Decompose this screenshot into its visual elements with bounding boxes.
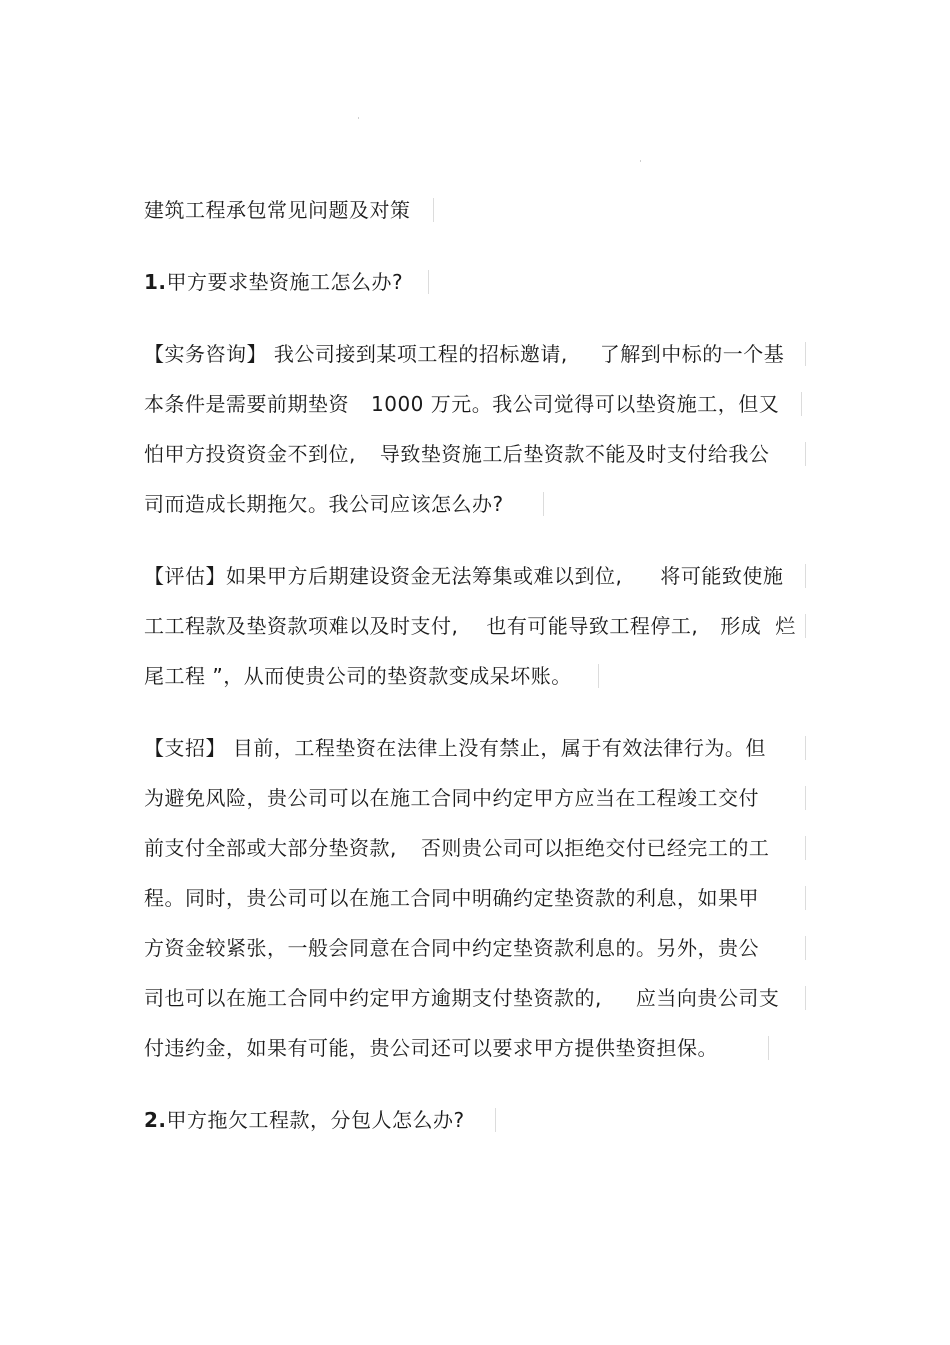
consult-text: 导致垫资施工后垫资款不能及时支付给我公 xyxy=(379,442,770,466)
advice-text: 应当向贵公司支 xyxy=(635,986,780,1010)
document-title xyxy=(144,198,434,222)
assess-text: 也有可能导致工程停工, xyxy=(486,614,699,638)
advice-line-6 xyxy=(144,986,806,1010)
question-2-heading xyxy=(144,1108,496,1132)
document-title-text: 建筑工程承包常见问题及对策 xyxy=(144,198,411,222)
assess-line-1 xyxy=(144,564,806,588)
consult-text: 怕甲方投资资金不到位, xyxy=(144,442,356,466)
consult-text: 1000 万元。我公司觉得可以垫资施工，但又 xyxy=(371,392,780,416)
assess-text: 工工程款及垫资款项难以及时支付, xyxy=(144,614,459,638)
advice-text: 【支招】 目前，工程垫资在法律上没有禁止，属于有效法律行为。但 xyxy=(144,736,766,760)
advice-line-5 xyxy=(144,936,806,960)
assess-line-2 xyxy=(144,614,806,638)
advice-text: 否则贵公司可以拒绝交付已经完工的工 xyxy=(420,836,770,860)
consult-line-4 xyxy=(144,492,544,516)
consult-text: 本条件是需要前期垫资 xyxy=(144,392,349,416)
assess-text: 【评估】如果甲方后期建设资金无法筹集或难以到位, xyxy=(144,564,623,588)
advice-line-3 xyxy=(144,836,806,860)
consult-line-1 xyxy=(144,342,806,366)
scan-artifact xyxy=(640,160,641,162)
advice-text: 司也可以在施工合同中约定甲方逾期支付垫资款的, xyxy=(144,986,602,1010)
question-1-number: 1. xyxy=(144,270,167,294)
assess-text: 形成 xyxy=(720,614,762,638)
advice-text: 前支付全部或大部分垫资款, xyxy=(144,836,397,860)
question-1-heading xyxy=(144,270,429,294)
assess-text: 将可能致使施 xyxy=(660,564,784,588)
consult-line-2 xyxy=(144,392,802,416)
scan-artifact xyxy=(358,117,359,119)
consult-text: 【实务咨询】 我公司接到某项工程的招标邀请, xyxy=(144,342,568,366)
consult-text: 司而造成长期拖欠。我公司应该怎么办? xyxy=(144,492,504,516)
consult-line-3 xyxy=(144,442,806,466)
advice-line-4 xyxy=(144,886,806,910)
assess-text: 尾工程 ”，从而使贵公司的垫资款变成呆坏账。 xyxy=(144,664,572,688)
advice-line-1 xyxy=(144,736,806,760)
advice-line-2 xyxy=(144,786,806,810)
advice-text: 为避免风险，贵公司可以在施工合同中约定甲方应当在工程竣工交付 xyxy=(144,786,759,810)
advice-line-7 xyxy=(144,1036,769,1060)
advice-text: 付违约金，如果有可能，贵公司还可以要求甲方提供垫资担保。 xyxy=(144,1036,718,1060)
question-2-number: 2. xyxy=(144,1108,167,1132)
advice-text: 程。同时，贵公司可以在施工合同中明确约定垫资款的利息，如果甲 xyxy=(144,886,759,910)
assess-line-3 xyxy=(144,664,599,688)
consult-text: 了解到中标的一个基 xyxy=(599,342,785,366)
assess-text: 烂 xyxy=(775,614,796,638)
question-1-text: 甲方要求垫资施工怎么办? xyxy=(166,270,404,294)
question-2-text: 甲方拖欠工程款，分包人怎么办? xyxy=(166,1108,465,1132)
advice-text: 方资金较紧张，一般会同意在合同中约定垫资款利息的。另外，贵公 xyxy=(144,936,759,960)
